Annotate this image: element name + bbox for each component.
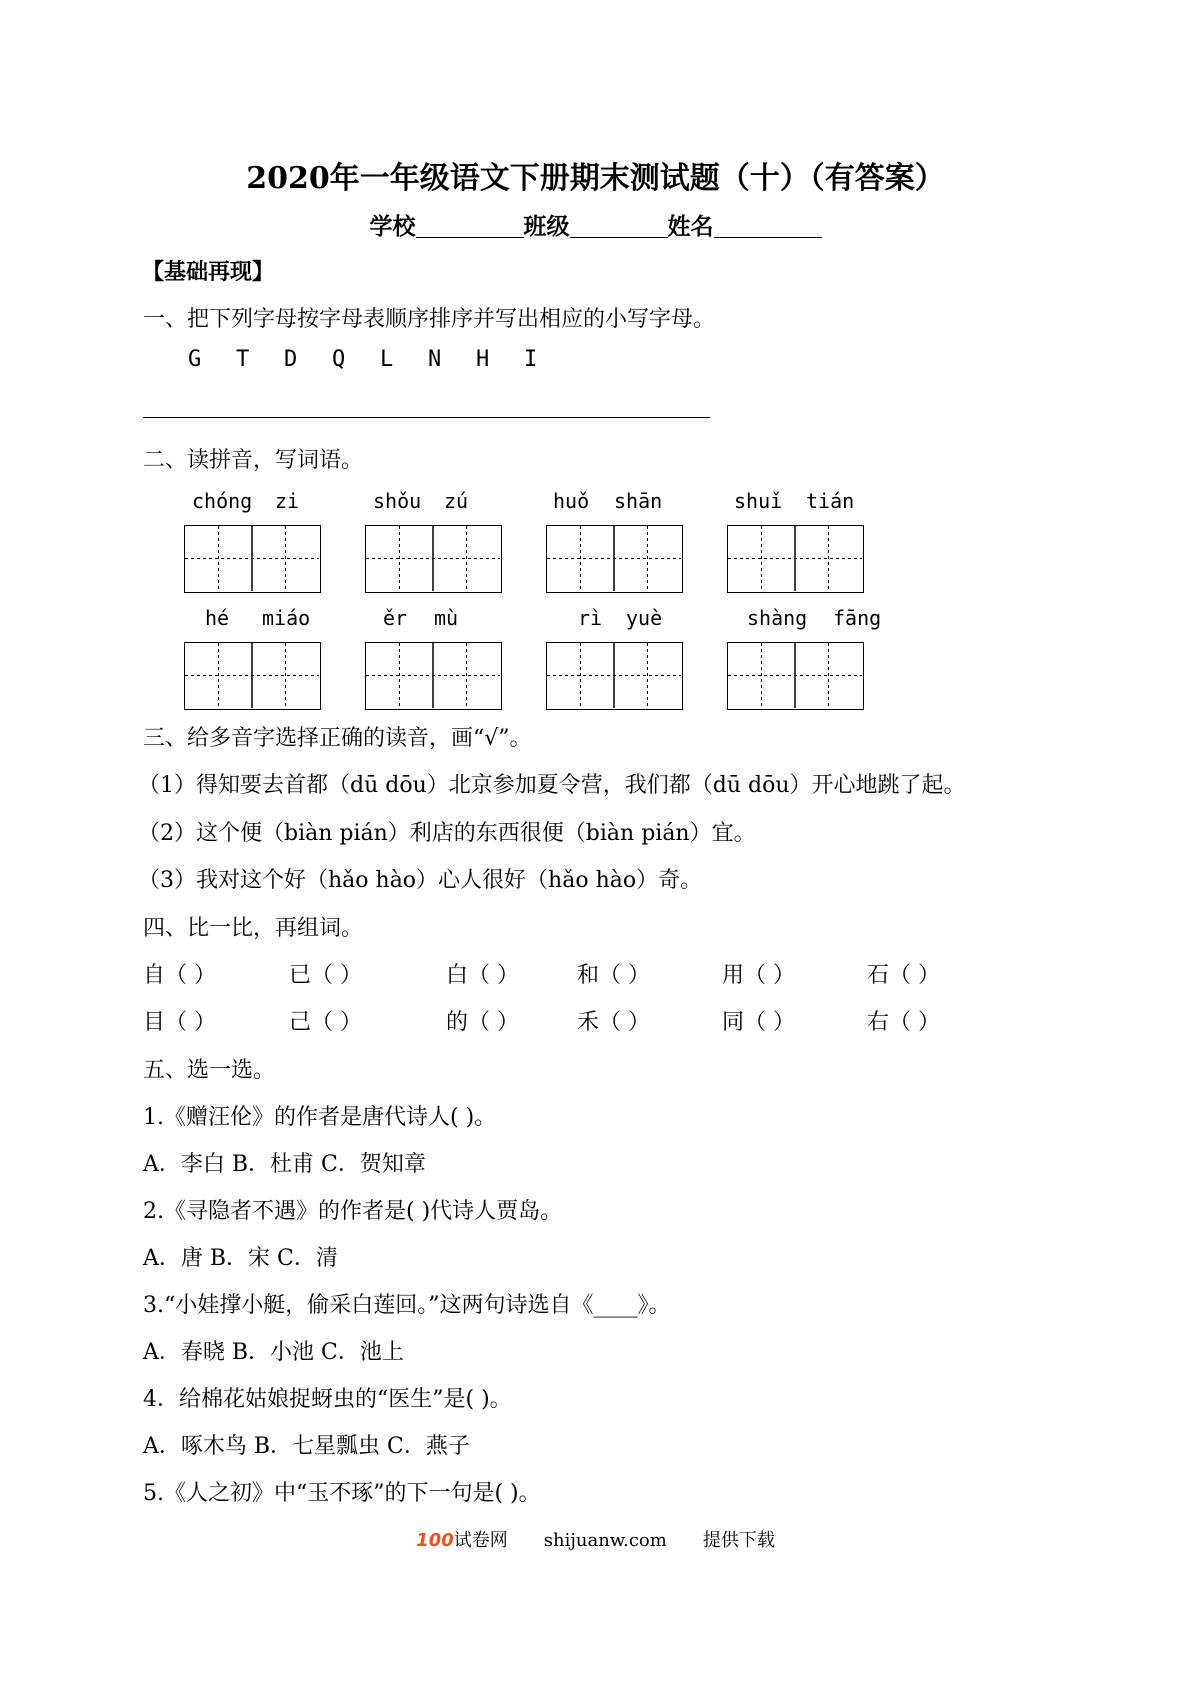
q4-item: 白（ ） bbox=[446, 963, 519, 988]
writing-grid[interactable] bbox=[365, 642, 502, 710]
school-blank[interactable] bbox=[416, 215, 524, 238]
pinyin: zú bbox=[444, 489, 469, 513]
name-label: 姓名 bbox=[667, 213, 714, 240]
pinyin: zi bbox=[275, 489, 300, 513]
pinyin: shuǐ bbox=[734, 489, 783, 513]
q4-heading: 四、比一比，再组词。 bbox=[143, 916, 364, 941]
q3-item: （1）得知要去首都（dū dōu）北京参加夏令营，我们都（dū dōu）开心地跳了起。 bbox=[138, 773, 966, 798]
q5-options: A．春晓 B．小池 C．池上 bbox=[143, 1340, 404, 1365]
q4-item: 的（ ） bbox=[446, 1010, 519, 1035]
page-title: 2020年一年级语文下册期末测试题（十）（有答案） bbox=[246, 161, 945, 196]
writing-grid[interactable] bbox=[727, 642, 864, 710]
writing-grid[interactable] bbox=[727, 525, 864, 593]
q5-question: 4．给棉花姑娘捉蚜虫的“医生”是( )。 bbox=[143, 1387, 512, 1412]
q5-options: A．唐 B．宋 C．清 bbox=[143, 1246, 338, 1271]
q2-heading: 二、读拼音，写词语。 bbox=[143, 448, 364, 473]
download-note: 提供下载 bbox=[702, 1530, 775, 1551]
q4-item: 目（ ） bbox=[143, 1010, 216, 1035]
q4-item: 石（ ） bbox=[867, 963, 940, 988]
letter: D bbox=[284, 347, 298, 372]
q3-item: （2）这个便（biàn pián）利店的东西很便（biàn pián）宜。 bbox=[138, 821, 756, 846]
q4-item: 用（ ） bbox=[722, 963, 795, 988]
site-logo: 100 bbox=[416, 1530, 454, 1551]
site-name: 试卷网 bbox=[453, 1530, 508, 1551]
class-label: 班级 bbox=[523, 213, 570, 240]
q5-options: A．李白 B．杜甫 C．贺知章 bbox=[143, 1152, 426, 1177]
writing-grid[interactable] bbox=[184, 642, 321, 710]
q4-item: 已（ ） bbox=[289, 963, 362, 988]
class-blank[interactable] bbox=[570, 215, 668, 238]
pinyin: chóng bbox=[192, 489, 253, 513]
pinyin: rì bbox=[578, 606, 603, 630]
pinyin: shān bbox=[614, 489, 663, 513]
section-basic-heading: 【基础再现】 bbox=[142, 259, 275, 285]
q1-answer-line[interactable] bbox=[143, 417, 710, 418]
letter: G bbox=[188, 347, 202, 372]
site-domain[interactable]: shijuanw.com bbox=[543, 1530, 667, 1551]
school-label: 学校 bbox=[369, 213, 416, 240]
writing-grid[interactable] bbox=[546, 525, 683, 593]
q1-heading: 一、把下列字母按字母表顺序排序并写出相应的小写字母。 bbox=[143, 307, 716, 332]
letter: Q bbox=[332, 347, 346, 372]
page-footer bbox=[0, 1526, 1191, 1552]
q4-item: 右（ ） bbox=[867, 1010, 940, 1035]
q4-item: 自（ ） bbox=[143, 963, 216, 988]
q4-item: 己（ ） bbox=[289, 1010, 362, 1035]
q1-letters bbox=[188, 347, 572, 372]
writing-grid[interactable] bbox=[184, 525, 321, 593]
pinyin: huǒ bbox=[553, 489, 590, 513]
pinyin: mù bbox=[434, 606, 459, 630]
pinyin: fāng bbox=[833, 606, 882, 630]
q4-item: 禾（ ） bbox=[577, 1010, 650, 1035]
pinyin: hé bbox=[205, 606, 230, 630]
writing-grid[interactable] bbox=[546, 642, 683, 710]
letter: H bbox=[476, 347, 490, 372]
pinyin: shàng bbox=[747, 606, 808, 630]
pinyin: miáo bbox=[262, 606, 311, 630]
letter: T bbox=[236, 347, 250, 372]
pinyin: tián bbox=[806, 489, 855, 513]
letter: L bbox=[380, 347, 394, 372]
q3-item: （3）我对这个好（hǎo hào）心人很好（hǎo hào）奇。 bbox=[138, 868, 703, 893]
q5-options: A．啄木鸟 B．七星瓢虫 C．燕子 bbox=[143, 1434, 470, 1459]
letter: N bbox=[428, 347, 442, 372]
q3-heading: 三、给多音字选择正确的读音，画“√”。 bbox=[143, 726, 532, 751]
q4-item: 同（ ） bbox=[722, 1010, 795, 1035]
pinyin: shǒu bbox=[373, 489, 422, 513]
pinyin: ěr bbox=[383, 606, 408, 630]
q5-heading: 五、选一选。 bbox=[143, 1058, 276, 1083]
name-blank[interactable] bbox=[714, 215, 822, 238]
q5-question: 1.《赠汪伦》的作者是唐代诗人( )。 bbox=[143, 1105, 497, 1130]
q5-question: 2.《寻隐者不遇》的作者是( )代诗人贾岛。 bbox=[143, 1199, 563, 1224]
q4-item: 和（ ） bbox=[577, 963, 650, 988]
letter: I bbox=[524, 347, 538, 372]
writing-grid[interactable] bbox=[365, 525, 502, 593]
pinyin: yuè bbox=[626, 606, 663, 630]
student-info-line bbox=[0, 208, 1191, 241]
q5-question: 3.“小娃撑小艇，偷采白莲回。”这两句诗选自《____》。 bbox=[143, 1293, 671, 1318]
q5-question: 5.《人之初》中“玉不琢”的下一句是( )。 bbox=[143, 1481, 541, 1506]
